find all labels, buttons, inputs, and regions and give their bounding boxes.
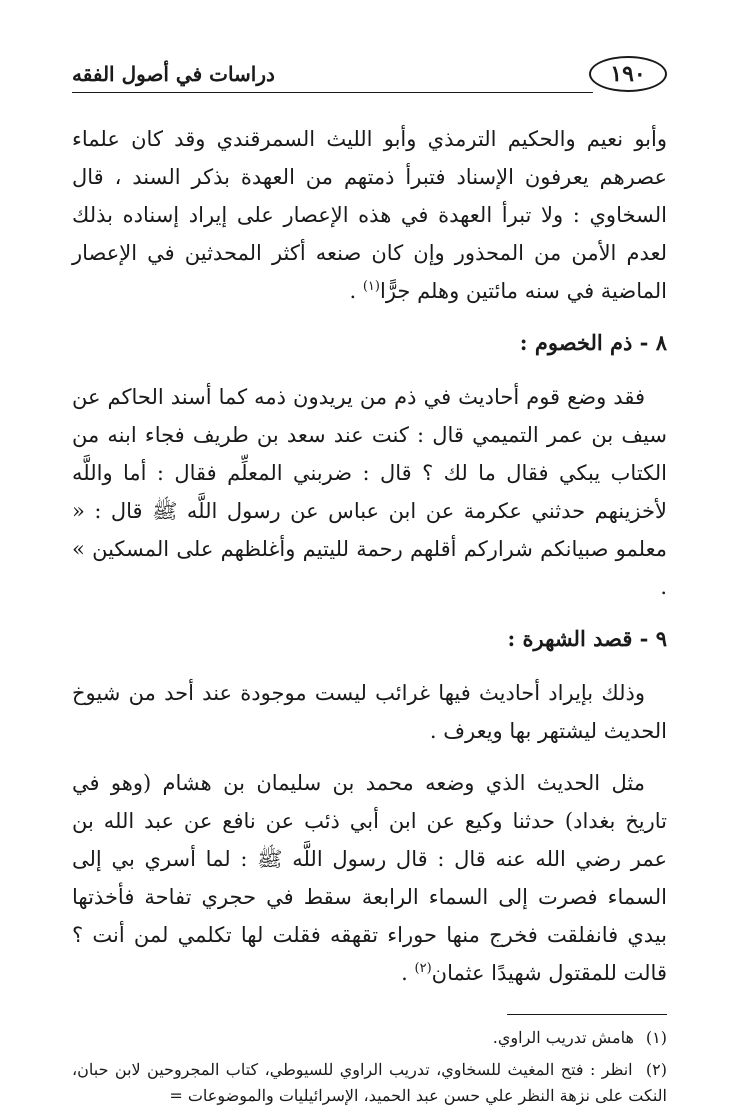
paragraph-3: وذلك بإيراد أحاديث فيها غرائب ليست موجودة عند أحد من شيوخ الحديث ليشتهر بها ويعرف . [72,681,667,743]
paragraph-2: فقد وضع قوم أحاديث في ذم من يريدون ذمه كما أسند الحاكم عن سيف بن عمر التميمي قال : كنت عند سعد بن طريف فجاء ابنه من الكتاب يبكي فقال ما لك ؟ قال : ضربني المعلِّم فقال : أما واللَّه لأخزينهم حدثني عكرمة عن ابن عباس عن رسول اللَّه ﷺ قال : « معلمو صبيانكم شراركم أقلهم رحمة لليتيم وأغلظهم على المسكين » . [72,385,667,599]
running-title: دراسات في أصول الفقه [72,62,275,86]
footnote-2 [72,1057,667,1109]
section-heading-8: ٨ - ذم الخصوم : [519,330,667,355]
paragraph-1-end: . [349,279,363,303]
paragraph-4 [72,764,667,992]
footnote-marker-2: (٢) [414,961,432,976]
footnote-rule [507,1014,667,1015]
section-heading-9: ٩ - قصد الشهرة : [507,626,667,651]
header-rule [72,92,593,93]
body-text [72,120,667,992]
paragraph-1 [72,120,667,310]
page-header [72,52,667,102]
footnote-2-number: (٢) [645,1060,667,1079]
document-page [72,52,667,1115]
footnote-marker-1: (١) [362,279,380,294]
footnotes [72,1025,667,1109]
footnote-1-text: هامش تدريب الراوي. [492,1028,634,1047]
footnote-2-text: انظر : فتح المغيث للسخاوي، تدريب الراوي للسيوطي، كتاب المجروحين لابن حبان، النكت على نزهة النظر علي حسن عبد الحميد، الإسرائيليات والموضوعات = [72,1060,667,1105]
paragraph-1-text: وأبو نعيم والحكيم الترمذي وأبو الليث السمرقندي وقد كان علماء عصرهم يعرفون الإسناد فتبرأ ذمتهم من العهدة بذكر السند ، قال السخاوي : ولا تبرأ العهدة في هذه الإعصار على إيراد إسناده بذلك لعدم الأمن من المحذور وإن كان صنعه أكثر المحدثين في الإعصار الماضية في سنه مائتين وهلم جرًّا [72,127,667,303]
footnote-1 [72,1025,667,1051]
footnote-1-number: (١) [645,1028,667,1047]
paragraph-4-text: مثل الحديث الذي وضعه محمد بن سليمان بن هشام (وهو في تاريخ بغداد) حدثنا وكيع عن ابن أبي ذئب عن نافع عن عبد الله بن عمر رضي الله عنه قال : قال رسول اللَّه ﷺ : لما أسري بي إلى السماء فصرت إلى السماء الرابعة سقط في حجري تفاحة فأخذتها بيدي فانفلقت فخرج منها حوراء تقهقه فقلت لها تكلمي لمن أنت ؟ قالت للمقتول شهيدًا عثمان [72,771,667,985]
page-number: ١٩٠ [589,56,667,92]
paragraph-4-end: . [401,961,415,985]
